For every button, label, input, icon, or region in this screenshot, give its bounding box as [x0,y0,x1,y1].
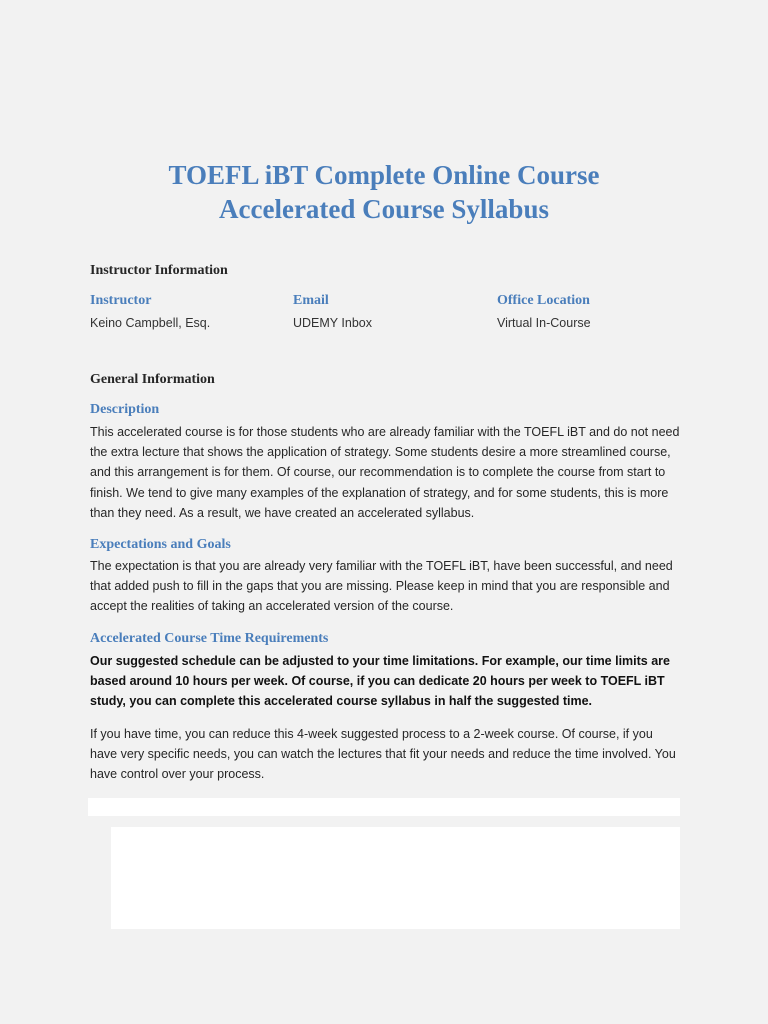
blank-box [111,827,680,929]
instructor-value: Keino Campbell, Esq. [90,316,211,330]
expectations-heading: Expectations and Goals [90,537,231,552]
office-location-label: Office Location [497,293,590,308]
time-requirements-bold-text: Our suggested schedule can be adjusted to your time limitations. For example, our time limits are based around 10 hours per week. Of course, if you can dedicate 20 hours per week to TOEFL iBT study, you can complete this accelerated course syllabus in half the suggested time. [90,654,670,709]
general-information-heading: General Information [90,372,215,387]
instructor-information-heading: Instructor Information [90,263,228,278]
email-label: Email [293,293,329,308]
instructor-label: Instructor [90,293,152,308]
expectations-text: The expectation is that you are already very familiar with the TOEFL iBT, have been successful, and need that added push to fill in the gaps that you are missing. Please keep in mind that you are responsible and accept the realities of taking an accelerated version of the course. [90,559,673,614]
office-location-value: Virtual In-Course [497,316,591,330]
description-text: This accelerated course is for those students who are already familiar with the TOEFL iBT and do not need the extra lecture that shows the application of strategy. Some students desire a more streamlined course, and this arrangement is for them. Of course, our recommendation is to complete the course from start to finish. We tend to give many examples of the explanation of strategy, and for some students, this is more than they need. As a result, we have created an accelerated syllabus. [90,425,680,520]
email-value: UDEMY Inbox [293,316,372,330]
title-line-2: Accelerated Course Syllabus [219,194,549,224]
description-heading: Description [90,402,160,417]
blank-bar [88,798,680,816]
time-requirements-heading: Accelerated Course Time Requirements [90,631,329,646]
time-requirements-text: If you have time, you can reduce this 4-week suggested process to a 2-week course. Of course, if you have very specific needs, you can watch the lectures that fit your needs and reduce the time involved. You have control over your process. [90,727,676,782]
title-line-1: TOEFL iBT Complete Online Course [168,160,600,190]
document-title [0,158,768,226]
